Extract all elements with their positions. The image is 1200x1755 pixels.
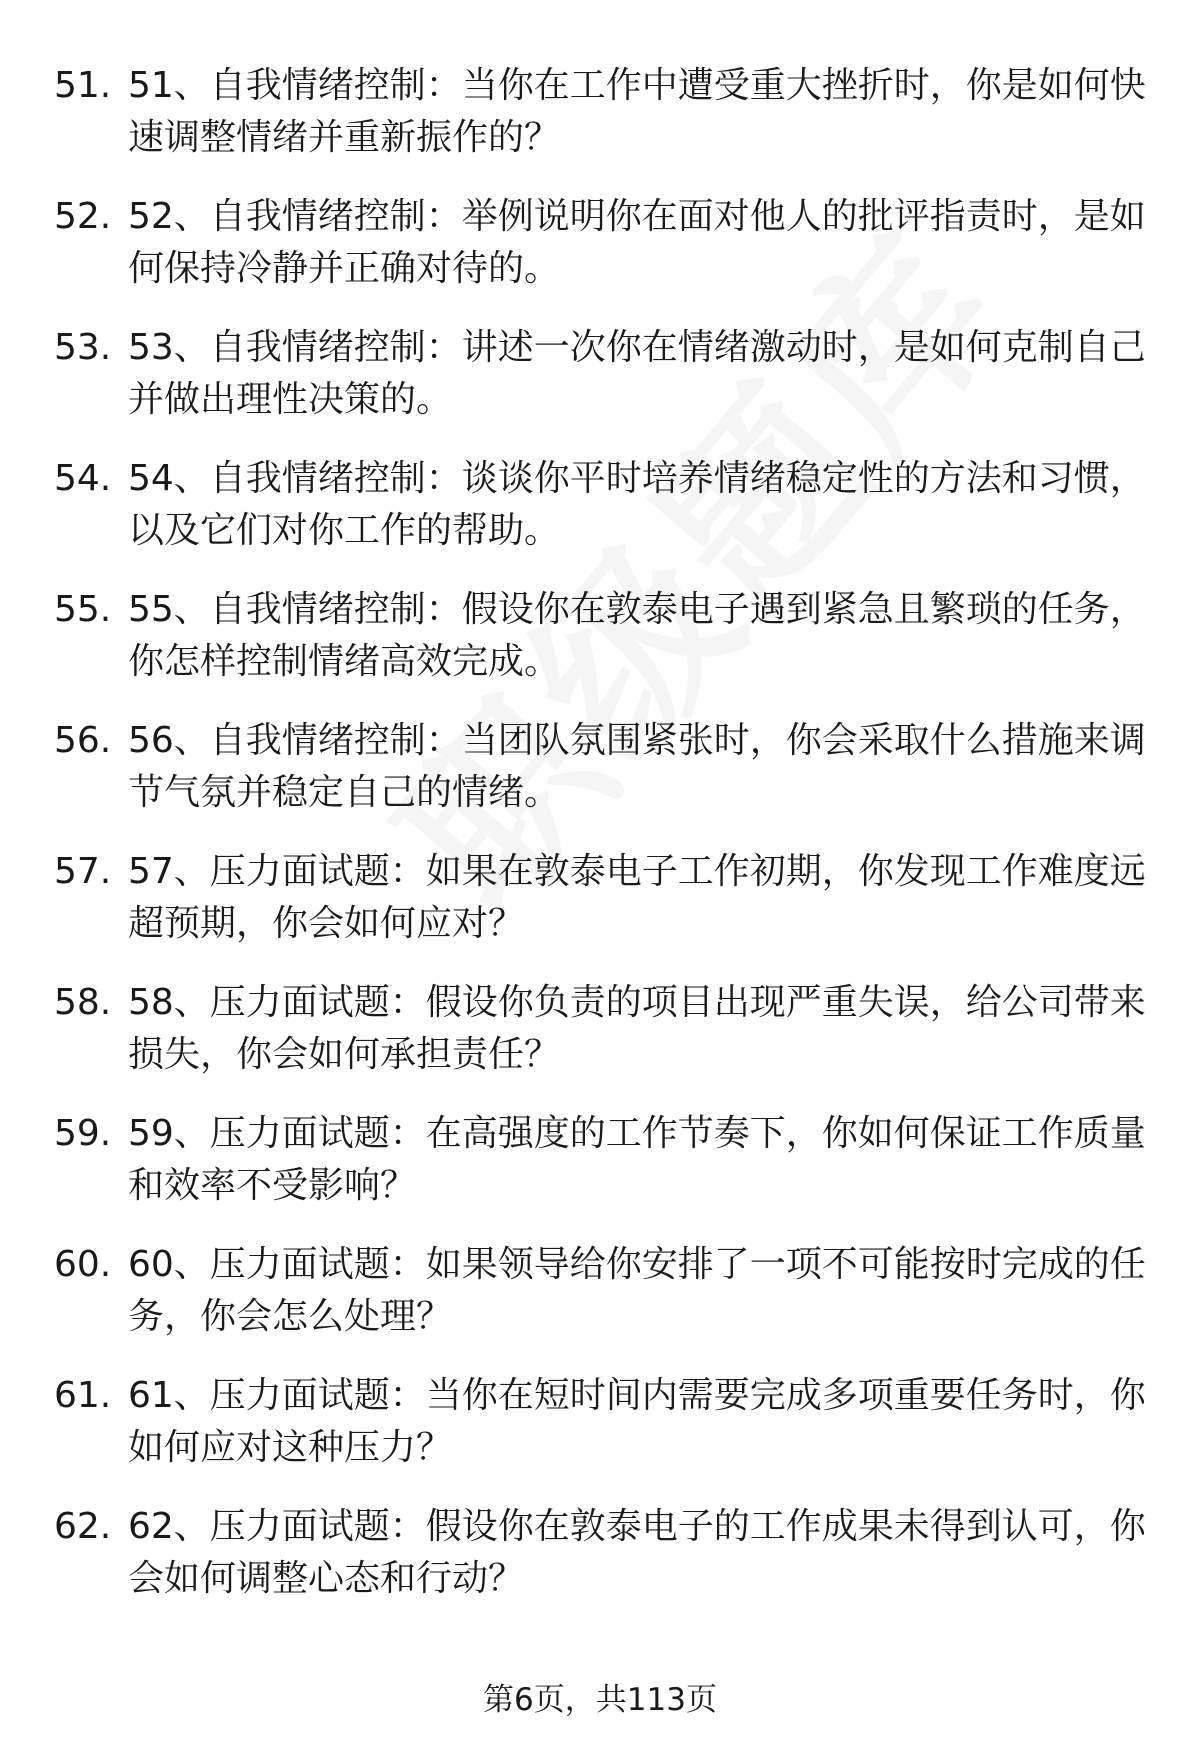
question-number: 61.	[54, 1375, 112, 1416]
question-text: 59、压力面试题：在高强度的工作节奏下，你如何保证工作质量 和效率不受影响？	[128, 1113, 1146, 1206]
question-text: 60、压力面试题：如果领导给你安排了一项不可能按时完成的任 务，你会怎么处理？	[128, 1244, 1146, 1337]
question-number: 57.	[54, 851, 112, 892]
question-text: 61、压力面试题：当你在短时间内需要完成多项重要任务时，你 如何应对这种压力？	[128, 1375, 1146, 1468]
question-number: 52.	[54, 196, 112, 237]
question-item	[0, 977, 1200, 1108]
question-item	[0, 60, 1200, 191]
question-number: 59.	[54, 1113, 112, 1154]
question-item	[0, 191, 1200, 322]
question-item	[0, 1239, 1200, 1370]
question-text: 53、自我情绪控制：讲述一次你在情绪激动时，是如何克制自己 并做出理性决策的。	[128, 327, 1146, 420]
question-item	[0, 322, 1200, 453]
question-item	[0, 1501, 1200, 1632]
question-text: 62、压力面试题：假设你在敦泰电子的工作成果未得到认可，你 会如何调整心态和行动？	[128, 1506, 1146, 1599]
question-number: 56.	[54, 720, 112, 761]
question-number: 60.	[54, 1244, 112, 1285]
question-item	[0, 715, 1200, 846]
question-number: 51.	[54, 65, 112, 106]
question-text: 56、自我情绪控制：当团队氛围紧张时，你会采取什么措施来调 节气氛并稳定自己的情绪。	[128, 720, 1146, 813]
question-item	[0, 1108, 1200, 1239]
question-text: 51、自我情绪控制：当你在工作中遭受重大挫折时，你是如何快 速调整情绪并重新振作的？	[128, 65, 1146, 158]
question-number: 54.	[54, 458, 112, 499]
question-item	[0, 453, 1200, 584]
question-text: 55、自我情绪控制：假设你在敦泰电子遇到紧急且繁琐的任务， 你怎样控制情绪高效完成。	[128, 589, 1146, 682]
question-number: 55.	[54, 589, 112, 630]
question-list	[0, 60, 1200, 1632]
question-number: 58.	[54, 982, 112, 1023]
question-item	[0, 584, 1200, 715]
question-number: 62.	[54, 1506, 112, 1547]
question-item	[0, 1370, 1200, 1501]
question-item	[0, 846, 1200, 977]
question-text: 57、压力面试题：如果在敦泰电子工作初期，你发现工作难度远 超预期，你会如何应对？	[128, 851, 1146, 944]
question-text: 54、自我情绪控制：谈谈你平时培养情绪稳定性的方法和习惯， 以及它们对你工作的帮助。	[128, 458, 1146, 551]
page-footer: 第6页，共113页	[483, 1682, 717, 1718]
question-text: 58、压力面试题：假设你负责的项目出现严重失误，给公司带来 损失，你会如何承担责任？	[128, 982, 1146, 1075]
question-text: 52、自我情绪控制：举例说明你在面对他人的批评指责时，是如 何保持冷静并正确对待的。	[128, 196, 1146, 289]
question-number: 53.	[54, 327, 112, 368]
